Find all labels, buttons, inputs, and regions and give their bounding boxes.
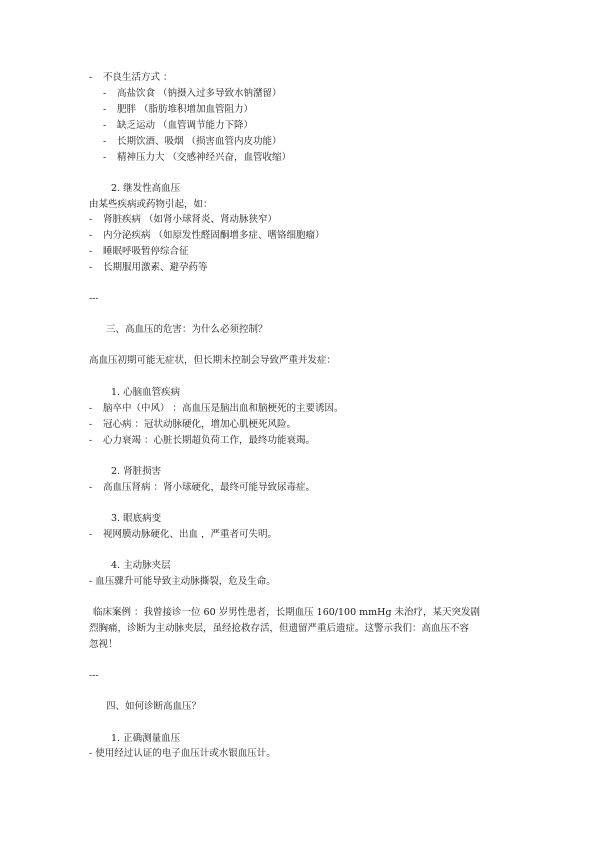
list-item: - 肥胖 （脂肪堆积增加血管阻力）: [103, 104, 254, 115]
list-item: - 睡眠呼吸暂停综合征: [89, 246, 189, 257]
section-heading: 1. 正确测量血压: [111, 733, 181, 744]
list-item: - 冠心病 ：冠状动脉硬化，增加心肌梗死风险。: [89, 419, 297, 430]
list-item: - 高血压肾病 ：肾小球硬化，最终可能导致尿毒症。: [89, 482, 316, 493]
list-item: - 心力衰竭 ：心脏长期超负荷工作，最终功能衰竭。: [89, 435, 316, 446]
section-title: 四、如何诊断高血压？: [106, 701, 202, 712]
case-paragraph-line: 忽视！: [89, 639, 118, 650]
list-item: - 缺乏运动 （血管调节能力下降）: [103, 120, 254, 131]
case-paragraph-line: 烈胸痛，诊断为主动脉夹层，虽经抢救存活，但遗留严重后遗症。这警示我们：高血压不容: [89, 623, 470, 634]
section-heading: 3. 眼底病变: [111, 513, 162, 524]
paragraph: 高血压初期可能无症状，但长期未控制会导致严重并发症：: [89, 355, 337, 366]
separator: ---: [89, 670, 99, 681]
paragraph: - 使用经过认证的电子血压计或水银血压计。: [89, 748, 276, 759]
list-item: - 内分泌疾病 （如原发性醛固酮增多症、嗜铬细胞瘤）: [89, 230, 325, 241]
list-item: - 脑卒中（中风） ：高血压是脑出血和脑梗死的主要诱因。: [89, 403, 344, 414]
lifestyle-title: - 不良生活方式 ：: [89, 72, 173, 83]
section-heading: 2. 肾脏损害: [111, 466, 162, 477]
list-item: - 长期服用激素、避孕药等: [89, 262, 208, 273]
paragraph: - 血压骤升可能导致主动脉撕裂，危及生命。: [89, 576, 276, 587]
section-heading: 4. 主动脉夹层: [111, 560, 171, 571]
list-item: - 肾脏疾病 （如肾小球肾炎、肾动脉狭窄）: [89, 214, 278, 225]
paragraph: 由某些疾病或药物引起，如：: [89, 199, 213, 210]
section-heading: 1. 心脑血管疾病: [111, 387, 181, 398]
case-paragraph-line: 临床案例 ：我曾接诊一位 60 岁男性患者，长期血压 160/100 mmHg 未治疗，某天突发剧: [93, 607, 481, 618]
list-item: - 视网膜动脉硬化、出血 ，严重者可失明。: [89, 529, 278, 540]
list-item: - 精神压力大 （交感神经兴奋，血管收缩）: [103, 152, 292, 163]
list-item: - 长期饮酒、吸烟 （损害血管内皮功能）: [103, 136, 282, 147]
list-item: - 高盐饮食 （钠摄入过多导致水钠潴留）: [103, 88, 282, 99]
section-title: 三、高血压的危害：为什么必须控制？: [106, 324, 268, 335]
separator: ---: [89, 293, 99, 304]
section-heading: 2. 继发性高血压: [111, 183, 181, 194]
